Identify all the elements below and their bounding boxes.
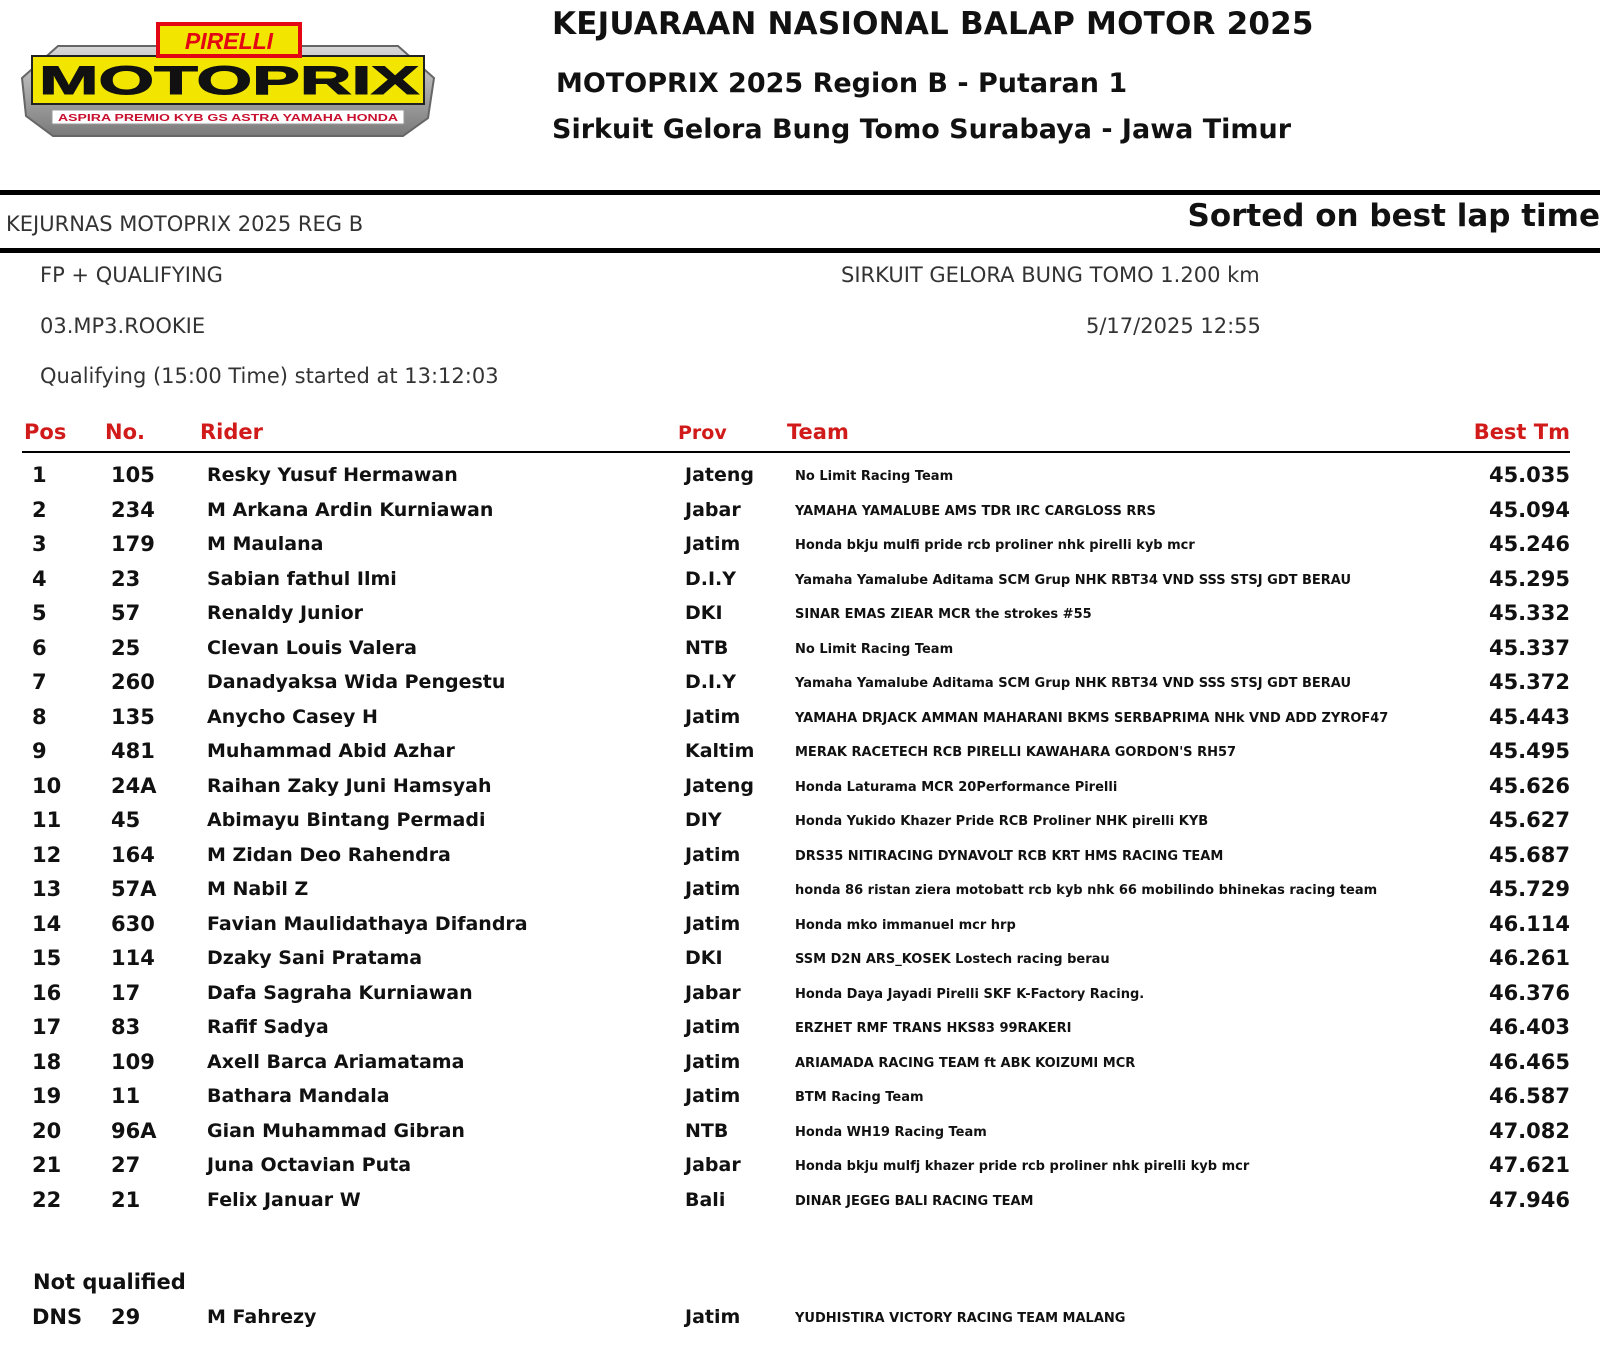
cell-best: 46.465 xyxy=(1488,1049,1570,1074)
table-row xyxy=(0,774,1600,808)
cell-best: 45.729 xyxy=(1488,877,1570,901)
cell-best: 45.627 xyxy=(1488,808,1570,832)
cell-no: 27 xyxy=(111,1153,141,1177)
cell-prov: Jatim xyxy=(685,533,741,555)
table-row xyxy=(0,463,1600,497)
race-class: 03.MP3.ROOKIE xyxy=(40,314,206,338)
header-divider-bottom xyxy=(0,248,1600,253)
cell-team: YAMAHA YAMALUBE AMS TDR IRC CARGLOSS RRS xyxy=(795,503,1156,519)
cell-pos: 11 xyxy=(32,808,62,832)
header-divider-top xyxy=(0,190,1600,195)
table-row xyxy=(0,498,1600,532)
cell-team: No Limit Racing Team xyxy=(795,641,954,657)
column-header-rider: Rider xyxy=(200,420,263,444)
table-row xyxy=(0,1188,1600,1222)
cell-no: 21 xyxy=(111,1187,141,1212)
cell-rider: Bathara Mandala xyxy=(207,1085,390,1107)
cell-prov: Jabar xyxy=(685,1154,741,1176)
cell-prov: Jabar xyxy=(685,981,741,1004)
cell-best: 45.495 xyxy=(1488,739,1570,763)
cell-pos: DNS xyxy=(32,1305,83,1329)
table-row xyxy=(0,1084,1600,1118)
cell-prov: Jatim xyxy=(685,705,741,728)
cell-best: 45.246 xyxy=(1488,532,1570,556)
cell-team: Honda WH19 Racing Team xyxy=(795,1124,987,1140)
cell-pos: 20 xyxy=(32,1118,62,1143)
cell-no: 114 xyxy=(111,946,155,970)
cell-rider: Juna Octavian Puta xyxy=(207,1154,412,1176)
sort-label: Sorted on best lap time xyxy=(1187,198,1600,234)
cell-no: 234 xyxy=(111,497,155,522)
cell-no: 29 xyxy=(111,1305,141,1329)
column-header-divider xyxy=(22,451,1570,453)
cell-prov: Jateng xyxy=(685,774,754,797)
cell-team: DRS35 NITIRACING DYNAVOLT RCB KRT HMS RACING TEAM xyxy=(795,848,1224,864)
circuit-info: SIRKUIT GELORA BUNG TOMO 1.200 km xyxy=(841,263,1260,287)
cell-pos: 21 xyxy=(32,1153,62,1177)
motoprix-logo xyxy=(18,18,438,148)
cell-team: BTM Racing Team xyxy=(795,1090,924,1105)
column-header-best-time: Best Tm xyxy=(1473,420,1570,444)
cell-no: 481 xyxy=(111,739,155,763)
cell-rider: Clevan Louis Valera xyxy=(207,636,417,659)
cell-pos: 2 xyxy=(32,497,47,522)
cell-pos: 18 xyxy=(32,1049,62,1074)
cell-team: No Limit Racing Team xyxy=(795,469,954,484)
cell-no: 11 xyxy=(111,1084,141,1108)
cell-prov: NTB xyxy=(685,1119,729,1142)
cell-rider: M Arkana Ardin Kurniawan xyxy=(207,498,494,521)
cell-rider: Muhammad Abid Azhar xyxy=(207,740,455,762)
cell-team: Honda Laturama MCR 20Performance Pirelli xyxy=(795,779,1118,795)
cell-no: 179 xyxy=(111,532,155,556)
cell-team: Yamaha Yamalube Aditama SCM Grup NHK RBT34 VND SSS STSJ GDT BERAU xyxy=(795,676,1352,691)
cell-pos: 4 xyxy=(32,566,47,591)
cell-prov: DIY xyxy=(685,809,722,831)
cell-prov: Jatim xyxy=(685,1085,741,1107)
table-row xyxy=(0,636,1600,670)
cell-team: honda 86 ristan ziera motobatt rcb kyb nhk 66 mobilindo bhinekas racing team xyxy=(795,883,1378,898)
cell-rider: Dafa Sagraha Kurniawan xyxy=(207,981,473,1004)
cell-prov: D.I.Y xyxy=(685,671,737,693)
table-row xyxy=(0,808,1600,842)
cell-best: 46.403 xyxy=(1488,1015,1570,1039)
cell-pos: 6 xyxy=(32,635,47,660)
cell-no: 57A xyxy=(111,877,157,901)
cell-rider: M Zidan Deo Rahendra xyxy=(207,843,451,866)
table-row xyxy=(0,1119,1600,1153)
cell-pos: 7 xyxy=(32,670,47,694)
cell-rider: Axell Barca Ariamatama xyxy=(207,1050,465,1073)
cell-prov: Jatim xyxy=(685,843,741,866)
cell-team: ARIAMADA RACING TEAM ft ABK KOIZUMI MCR xyxy=(795,1055,1136,1071)
cell-no: 17 xyxy=(111,980,141,1005)
cell-no: 630 xyxy=(111,911,155,936)
table-row xyxy=(0,946,1600,980)
cell-no: 135 xyxy=(111,704,155,729)
session-name: FP + QUALIFYING xyxy=(40,263,223,287)
cell-best: 45.687 xyxy=(1488,842,1570,867)
cell-no: 96A xyxy=(111,1118,157,1143)
cell-rider: Rafif Sadya xyxy=(207,1016,329,1038)
cell-rider: M Nabil Z xyxy=(207,878,309,900)
cell-team: SINAR EMAS ZIEAR MCR the strokes #55 xyxy=(795,607,1092,622)
cell-no: 260 xyxy=(111,670,155,694)
cell-best: 46.114 xyxy=(1488,911,1570,936)
cell-rider: Anycho Casey H xyxy=(207,705,378,728)
cell-best: 47.082 xyxy=(1488,1118,1570,1143)
cell-team: YUDHISTIRA VICTORY RACING TEAM MALANG xyxy=(795,1311,1126,1326)
not-qualified-label: Not qualified xyxy=(33,1270,186,1294)
event-name: KEJURNAS MOTOPRIX 2025 REG B xyxy=(6,212,364,236)
cell-best: 45.332 xyxy=(1488,601,1570,625)
table-row xyxy=(0,670,1600,704)
cell-pos: 12 xyxy=(32,842,62,867)
cell-best: 46.261 xyxy=(1488,946,1570,970)
cell-pos: 9 xyxy=(32,739,47,763)
cell-prov: Jatim xyxy=(685,878,741,900)
cell-rider: Raihan Zaky Juni Hamsyah xyxy=(207,774,492,797)
cell-no: 25 xyxy=(111,635,141,660)
table-row xyxy=(0,739,1600,773)
cell-best: 45.626 xyxy=(1488,773,1570,798)
cell-team: Honda bkju mulfj khazer pride rcb proliner nhk pirelli kyb mcr xyxy=(795,1159,1250,1174)
cell-pos: 22 xyxy=(32,1187,62,1212)
venue-subtitle: Sirkuit Gelora Bung Tomo Surabaya - Jawa Timur xyxy=(552,114,1292,145)
cell-team: ERZHET RMF TRANS HKS83 99RAKERI xyxy=(795,1021,1072,1036)
cell-pos: 17 xyxy=(32,1015,62,1039)
cell-prov: Kaltim xyxy=(685,740,755,762)
sponsor-strip: ASPIRA PREMIO KYB GS ASTRA YAMAHA HONDA xyxy=(58,113,398,124)
cell-pos: 3 xyxy=(32,532,47,556)
cell-no: 24A xyxy=(111,773,157,798)
table-row xyxy=(0,981,1600,1015)
cell-prov: Jatim xyxy=(685,1050,741,1073)
cell-rider: Gian Muhammad Gibran xyxy=(207,1119,465,1142)
table-row xyxy=(0,567,1600,601)
cell-prov: DKI xyxy=(685,947,723,969)
cell-rider: Resky Yusuf Hermawan xyxy=(207,464,458,486)
cell-pos: 15 xyxy=(32,946,62,970)
cell-rider: Favian Maulidathaya Difandra xyxy=(207,912,528,935)
cell-best: 46.376 xyxy=(1488,980,1570,1005)
cell-best: 45.443 xyxy=(1488,704,1570,729)
cell-best: 45.337 xyxy=(1488,635,1570,660)
cell-rider: M Fahrezy xyxy=(207,1306,317,1328)
cell-team: MERAK RACETECH RCB PIRELLI KAWAHARA GORDON'S RH57 xyxy=(795,745,1237,760)
print-datetime: 5/17/2025 12:55 xyxy=(1086,314,1261,338)
table-row xyxy=(0,877,1600,911)
table-row xyxy=(0,1153,1600,1187)
cell-no: 57 xyxy=(111,601,141,625)
cell-no: 23 xyxy=(111,566,141,591)
cell-no: 164 xyxy=(111,842,155,867)
cell-rider: Abimayu Bintang Permadi xyxy=(207,809,486,831)
cell-best: 45.295 xyxy=(1488,566,1570,591)
table-row xyxy=(0,1015,1600,1049)
cell-no: 105 xyxy=(111,463,155,487)
cell-prov: Jatim xyxy=(685,912,741,935)
cell-rider: Sabian fathul Ilmi xyxy=(207,567,397,590)
cell-rider: Danadyaksa Wida Pengestu xyxy=(207,671,506,693)
cell-rider: Dzaky Sani Pratama xyxy=(207,947,423,969)
cell-best: 46.587 xyxy=(1488,1084,1570,1108)
table-row xyxy=(0,601,1600,635)
cell-prov: Jatim xyxy=(685,1306,741,1328)
cell-team: Honda Yukido Khazer Pride RCB Proliner NHK pirelli KYB xyxy=(795,814,1209,829)
table-row xyxy=(0,1050,1600,1084)
cell-pos: 13 xyxy=(32,877,62,901)
cell-team: SSM D2N ARS_KOSEK Lostech racing berau xyxy=(795,952,1110,967)
cell-team: YAMAHA DRJACK AMMAN MAHARANI BKMS SERBAPRIMA NHk VND ADD ZYROF47 xyxy=(795,710,1389,726)
cell-rider: M Maulana xyxy=(207,533,324,555)
cell-rider: Felix Januar W xyxy=(207,1188,361,1211)
column-header-pos: Pos xyxy=(24,420,67,444)
cell-no: 45 xyxy=(111,808,141,832)
cell-pos: 19 xyxy=(32,1084,62,1108)
cell-team: Honda bkju mulfi pride rcb proliner nhk pirelli kyb mcr xyxy=(795,538,1195,553)
cell-best: 47.946 xyxy=(1488,1187,1570,1212)
cell-prov: Jatim xyxy=(685,1016,741,1038)
cell-prov: Jateng xyxy=(685,464,754,486)
column-header-no: No. xyxy=(105,420,145,444)
cell-best: 47.621 xyxy=(1488,1153,1570,1177)
cell-prov: Jabar xyxy=(685,498,741,521)
cell-prov: DKI xyxy=(685,602,723,624)
cell-team: DINAR JEGEG BALI RACING TEAM xyxy=(795,1193,1034,1209)
cell-pos: 16 xyxy=(32,980,62,1005)
session-start-info: Qualifying (15:00 Time) started at 13:12:03 xyxy=(40,364,499,388)
pirelli-wordmark: PIRELLI xyxy=(184,28,274,54)
cell-no: 83 xyxy=(111,1015,141,1039)
table-row xyxy=(0,705,1600,739)
cell-prov: NTB xyxy=(685,636,729,659)
column-header-prov: Prov xyxy=(678,422,727,444)
cell-prov: D.I.Y xyxy=(685,567,737,590)
round-subtitle: MOTOPRIX 2025 Region B - Putaran 1 xyxy=(556,68,1128,99)
cell-team: Honda mko immanuel mcr hrp xyxy=(795,917,1016,933)
column-header-team: Team xyxy=(787,420,849,444)
cell-best: 45.035 xyxy=(1488,463,1570,487)
cell-no: 109 xyxy=(111,1049,155,1074)
table-row xyxy=(0,912,1600,946)
cell-team: Honda Daya Jayadi Pirelli SKF K-Factory Racing. xyxy=(795,986,1145,1002)
cell-pos: 1 xyxy=(32,463,47,487)
cell-best: 45.094 xyxy=(1488,497,1570,522)
cell-rider: Renaldy Junior xyxy=(207,602,364,624)
table-row xyxy=(0,1305,1600,1339)
cell-pos: 14 xyxy=(32,911,62,936)
cell-pos: 8 xyxy=(32,704,47,729)
table-row xyxy=(0,532,1600,566)
cell-team: Yamaha Yamalube Aditama SCM Grup NHK RBT34 VND SSS STSJ GDT BERAU xyxy=(795,572,1352,588)
cell-prov: Bali xyxy=(685,1188,726,1211)
motoprix-wordmark: MOTOPRIX xyxy=(39,59,420,103)
cell-pos: 10 xyxy=(32,773,62,798)
cell-pos: 5 xyxy=(32,601,47,625)
table-row xyxy=(0,843,1600,877)
cell-best: 45.372 xyxy=(1488,670,1570,694)
championship-title: KEJUARAAN NASIONAL BALAP MOTOR 2025 xyxy=(552,6,1314,42)
